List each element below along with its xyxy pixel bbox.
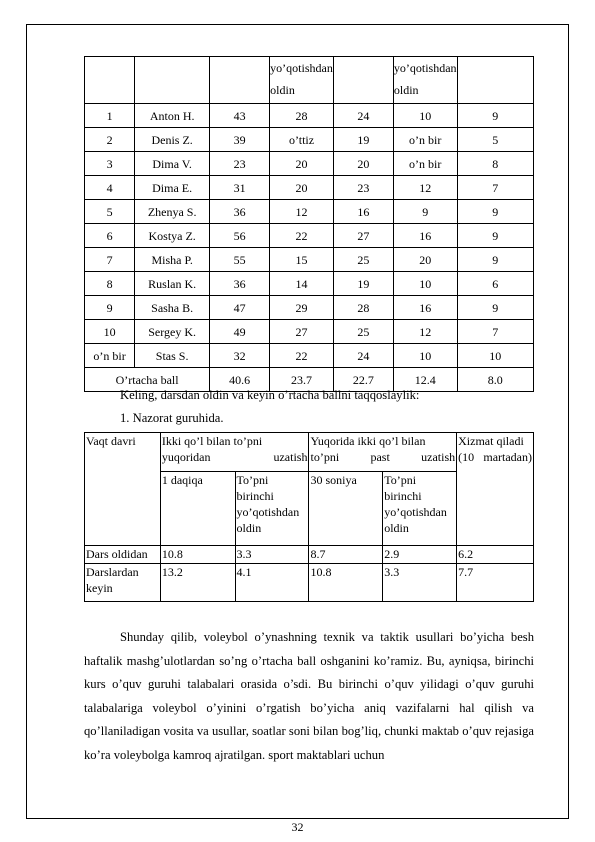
- average-label: O’rtacha ball: [85, 368, 210, 392]
- subheader-cell: 1 daqiqa: [160, 472, 235, 546]
- subheader-cell: To’pni birinchi yo’qotishdan oldin: [235, 472, 309, 546]
- table-cell: Denis Z.: [135, 128, 210, 152]
- table-row: [85, 200, 534, 224]
- table-cell: 20: [270, 176, 334, 200]
- table-cell: 14: [270, 272, 334, 296]
- table-row: [85, 248, 534, 272]
- table-cell: 5: [457, 128, 533, 152]
- table-cell: 16: [393, 296, 457, 320]
- table-row: [85, 224, 534, 248]
- table-cell: Misha P.: [135, 248, 210, 272]
- table-cell: 13.2: [160, 564, 235, 602]
- header-cell: yo’qotishdan oldin: [270, 57, 334, 104]
- table-cell: o’n bir: [393, 128, 457, 152]
- table-cell: 8.7: [309, 546, 383, 564]
- row-label: Darslardan keyin: [85, 564, 161, 602]
- table-cell: 9: [85, 296, 135, 320]
- table-cell: 56: [210, 224, 270, 248]
- table-row: [85, 272, 534, 296]
- table-row: [85, 564, 534, 602]
- table-cell: 12: [393, 176, 457, 200]
- table-cell: 6.2: [457, 546, 534, 564]
- intro-text: Keling, darsdan oldin va keyin o’rtacha ballni taqqoslaylik:: [120, 388, 420, 402]
- table-row: [85, 546, 534, 564]
- table-cell: Ruslan K.: [135, 272, 210, 296]
- table-cell: 19: [333, 272, 393, 296]
- average-cell: 8.0: [457, 368, 533, 392]
- header-cell: [135, 57, 210, 104]
- subheader-cell: To’pni birinchi yo’qotishdan oldin: [383, 472, 457, 546]
- table-cell: 10.8: [160, 546, 235, 564]
- table-cell: 28: [333, 296, 393, 320]
- table-cell: 49: [210, 320, 270, 344]
- row-label: Dars oldidan: [85, 546, 161, 564]
- underhand-pass-header: Yuqorida ikki qo’l bilan to’pni past uzatish: [309, 433, 457, 472]
- table-cell: 4: [85, 176, 135, 200]
- table-cell: 55: [210, 248, 270, 272]
- page-number: 32: [291, 820, 304, 834]
- table-cell: o’ttiz: [270, 128, 334, 152]
- table-cell: 27: [270, 320, 334, 344]
- header-cell: [457, 57, 533, 104]
- table-cell: 2: [85, 128, 135, 152]
- table-cell: 6: [85, 224, 135, 248]
- header-cell: [333, 57, 393, 104]
- table-cell: 27: [333, 224, 393, 248]
- table-cell: 8: [85, 272, 135, 296]
- table-cell: 22: [270, 344, 334, 368]
- table-cell: 29: [270, 296, 334, 320]
- table-row: [85, 104, 534, 128]
- scores-table: [84, 56, 534, 392]
- table-cell: 3.3: [235, 546, 309, 564]
- table-cell: 9: [457, 296, 533, 320]
- average-cell: 23.7: [270, 368, 334, 392]
- table-cell: Anton H.: [135, 104, 210, 128]
- table-row: [85, 128, 534, 152]
- table-cell: o’n bir: [393, 152, 457, 176]
- table-cell: 16: [393, 224, 457, 248]
- table-cell: Zhenya S.: [135, 200, 210, 224]
- table-cell: 9: [457, 224, 533, 248]
- table-cell: 39: [210, 128, 270, 152]
- table-cell: 43: [210, 104, 270, 128]
- table-cell: 20: [270, 152, 334, 176]
- table-cell: 24: [333, 104, 393, 128]
- table-cell: 5: [85, 200, 135, 224]
- table-cell: 9: [457, 200, 533, 224]
- table-header-row: [85, 433, 534, 472]
- table-cell: 32: [210, 344, 270, 368]
- table-cell: 10: [393, 344, 457, 368]
- table-cell: 7: [457, 176, 533, 200]
- table-cell: 2.9: [383, 546, 457, 564]
- serve-header: Xizmat qiladi (10 martadan): [457, 433, 534, 546]
- table-cell: 3: [85, 152, 135, 176]
- table-cell: Dima E.: [135, 176, 210, 200]
- table-header-row: [85, 57, 534, 104]
- table-cell: 10.8: [309, 564, 383, 602]
- table-cell: 28: [270, 104, 334, 128]
- body-paragraph: [84, 626, 534, 768]
- table-cell: 36: [210, 200, 270, 224]
- table-cell: 19: [333, 128, 393, 152]
- table-cell: 25: [333, 320, 393, 344]
- subheader-cell: 30 soniya: [309, 472, 383, 546]
- average-cell: 22.7: [333, 368, 393, 392]
- period-header: Vaqt davri: [85, 433, 161, 546]
- table-cell: o’n bir: [85, 344, 135, 368]
- table-cell: 16: [333, 200, 393, 224]
- table-cell: 10: [85, 320, 135, 344]
- table-cell: 31: [210, 176, 270, 200]
- table-cell: 3.3: [383, 564, 457, 602]
- table-cell: Sasha B.: [135, 296, 210, 320]
- header-cell: [210, 57, 270, 104]
- table-cell: 10: [393, 272, 457, 296]
- table-cell: 24: [333, 344, 393, 368]
- table-cell: 23: [210, 152, 270, 176]
- table-cell: 10: [457, 344, 533, 368]
- table-row: [85, 344, 534, 368]
- table-cell: 4.1: [235, 564, 309, 602]
- table-cell: 1: [85, 104, 135, 128]
- table-cell: 47: [210, 296, 270, 320]
- table-cell: 22: [270, 224, 334, 248]
- table-cell: 23: [333, 176, 393, 200]
- table-row: [85, 320, 534, 344]
- table-cell: 15: [270, 248, 334, 272]
- table-cell: Dima V.: [135, 152, 210, 176]
- table-cell: 12: [393, 320, 457, 344]
- table-cell: 6: [457, 272, 533, 296]
- table-cell: 7: [457, 320, 533, 344]
- table-cell: 20: [333, 152, 393, 176]
- table-cell: 9: [457, 248, 533, 272]
- table-cell: 9: [457, 104, 533, 128]
- overhand-pass-header: Ikki qo’l bilan to’pni yuqoridan uzatish: [160, 433, 309, 472]
- table-cell: 20: [393, 248, 457, 272]
- comparison-table: [84, 432, 534, 602]
- table-cell: 25: [333, 248, 393, 272]
- table-cell: 36: [210, 272, 270, 296]
- table-cell: 9: [393, 200, 457, 224]
- table-cell: 12: [270, 200, 334, 224]
- table-row: [85, 152, 534, 176]
- table-cell: Kostya Z.: [135, 224, 210, 248]
- average-cell: 12.4: [393, 368, 457, 392]
- table-cell: 10: [393, 104, 457, 128]
- header-cell: yo’qotishdan oldin: [393, 57, 457, 104]
- table-row: [85, 176, 534, 200]
- table-cell: Sergey K.: [135, 320, 210, 344]
- paragraph-text: Shunday qilib, voleybol o’ynashning texnik va taktik usullari bo’yicha besh haftalik mashg’ulotlardan so’ng o’rtacha ball oshganini ko’ramiz. Bu, ayniqsa, birinchi kurs o’quv guruhi talabalari orasida o’sdi. Bu birinchi o’quv yilidagi o’quv guruhi talabalariga voleybol o’yinini o’rgatish bo’yicha aniq vazifalarni hal qilish va qo’llaniladigan vosita va usullar, soatlar soni bilan bog’liq, chunki maktab o’quv rejasiga ko’ra voleybolga kamroq ajratilgan. sport maktablari uchun: [84, 630, 534, 762]
- group-label: 1. Nazorat guruhida.: [120, 411, 224, 425]
- average-cell: 40.6: [210, 368, 270, 392]
- table-cell: 8: [457, 152, 533, 176]
- table-cell: 7: [85, 248, 135, 272]
- table-body: [85, 104, 534, 368]
- table-cell: 7.7: [457, 564, 534, 602]
- table-cell: Stas S.: [135, 344, 210, 368]
- header-cell: [85, 57, 135, 104]
- table-row: [85, 296, 534, 320]
